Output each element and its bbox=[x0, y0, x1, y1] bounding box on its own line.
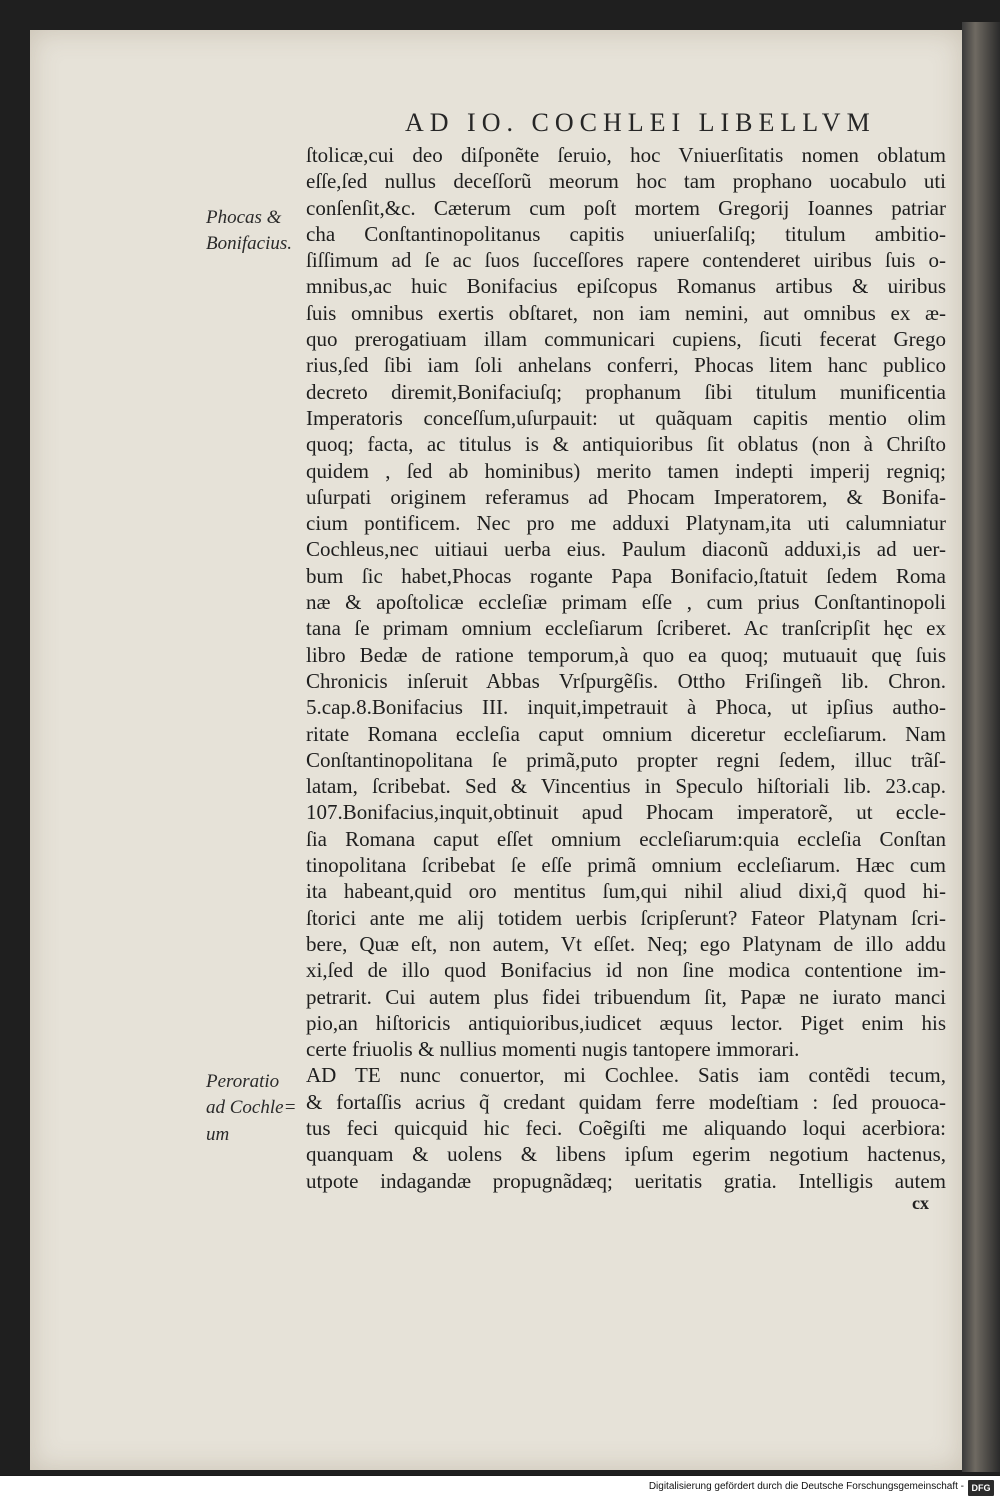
text-line: pio,an hiſtoricis antiquioribus,iudicet æquus lector. Piget enim his bbox=[306, 1010, 946, 1035]
text-line: cha Conſtantinopolitanus capitis uniuerſaliſq; titulum ambitio- bbox=[306, 221, 946, 246]
margin-note-peroratio bbox=[206, 1069, 306, 1148]
text-line: bum ſic habet,Phocas rogante Papa Bonifacio,ſtatuit ſedem Roma bbox=[306, 563, 946, 588]
text-line: ſuis omnibus exertis obſtaret, non iam nemini, aut omnibus ex æ- bbox=[306, 300, 946, 325]
text-line: AD TE nunc conuertor, mi Cochlee. Satis iam contẽdi tecum, bbox=[306, 1063, 946, 1088]
text-line: quo prerogatiuam illam communicari cupiens, ſicuti fecerat Grego bbox=[306, 327, 946, 352]
text-line: ita habeant,quid oro mentitus ſum,qui nihil aliud dixi,q̃ quod hi- bbox=[306, 879, 946, 904]
text-line: tinopolitana ſcribebat ſe eſſe primã omnium eccleſiarum. Hæc cum bbox=[306, 853, 946, 878]
text-line: bere, Quæ eſt, non autem, Vt eſſet. Neq; ego Platynam de illo addu bbox=[306, 931, 946, 956]
text-line: ſtorici ante me alij totidem uerbis ſcripſerunt? Fateor Platynam ſcri- bbox=[306, 905, 946, 930]
text-line: latam, ſcribebat. Sed & Vincentius in Speculo hiſtoriali lib. 23.cap. bbox=[306, 774, 946, 799]
text-line: 5.cap.8.Bonifacius III. inquit,impetrauit à Phoca, ut ipſius autho- bbox=[306, 695, 946, 720]
text-line: tus feci quicquid hic feci. Coẽgiſti me aliquando loqui acerbiora: bbox=[306, 1115, 946, 1140]
text-line: libro Bedæ de ratione temporum,à quo ea quoq; mutuauit quę ſuis bbox=[306, 642, 946, 667]
running-head: AD IO. COCHLEI LIBELLVM bbox=[405, 108, 876, 137]
text-line: xi,ſed de illo quod Bonifacius id non ſine modica contentione im- bbox=[306, 958, 946, 983]
text-line: ſia Romana caput eſſet omnium eccleſiarum:quia eccleſia Conſtan bbox=[306, 826, 946, 851]
text-line: 107.Bonifacius,inquit,obtinuit apud Phocam imperatorẽ, ut eccle- bbox=[306, 800, 946, 825]
margin-note-line: um bbox=[206, 1123, 230, 1145]
text-line: Conſtantinopolitana ſe primã,puto propter regni ſedem, illuc trãſ- bbox=[306, 747, 946, 772]
text-line: quidem , ſed ab hominibus) merito tamen indepti imperij regniq; bbox=[306, 458, 946, 483]
text-line: ritate Romana eccleſia caput omnium diceretur eccleſiarum. Nam bbox=[306, 721, 946, 746]
text-line: Chronicis inſeruit Abbas Vrſpurgẽſis. Ottho Friſingeñ lib. Chron. bbox=[306, 668, 946, 693]
margin-note-line: ad Cochle= bbox=[206, 1097, 297, 1119]
text-line: næ & apoſtolicæ eccleſiæ primam eſſe , cum prius Conſtantinopoli bbox=[306, 590, 946, 615]
text-line: certe friuolis & nullius momenti nugis tantopere immorari. bbox=[306, 1037, 800, 1062]
text-line: ſtolicæ,cui deo diſponẽte ſeruio, hoc Vniuerſitatis nomen oblatum bbox=[306, 143, 946, 167]
funding-credit: Digitalisierung gefördert durch die Deutsche Forschungsgemeinschaft - bbox=[648, 1481, 964, 1492]
text-line: rius,ſed ſibi iam ſoli anhelans conferri, Phocas litem hanc publico bbox=[306, 353, 946, 378]
facing-page-edge bbox=[962, 22, 1000, 1472]
body-text bbox=[306, 142, 946, 1194]
text-line: decreto diremit,Bonifaciuſq; prophanum ſibi titulum munificentia bbox=[306, 379, 946, 404]
text-line: & fortaſſis acrius q̃ credant quidam ferre modeſtiam : ſed prouoca- bbox=[306, 1089, 946, 1114]
margin-note-phocas bbox=[206, 205, 306, 258]
signature-mark: cx bbox=[912, 1193, 929, 1213]
text-line: uſurpati originem referamus ad Phocam Imperatorem, & Bonifa- bbox=[306, 484, 946, 509]
text-line: ſiſſimum ad ſe ac ſuos ſucceſſores rapere contenderet uiribus ſuis o- bbox=[306, 248, 946, 273]
dfg-logo-icon: DFG bbox=[968, 1480, 994, 1496]
text-line: Imperatoris conceſſum,uſurpauit: ut quãquam capitis mentio olim bbox=[306, 405, 946, 430]
text-line: cium pontificem. Nec pro me adduxi Platynam,ita uti calumniatur bbox=[306, 511, 946, 536]
text-line: eſſe,ſed nullus deceſſorũ meorum hoc tam prophano uocabulo uti bbox=[306, 169, 946, 194]
text-line: mnibus,ac huic Bonifacius epiſcopus Romanus artibus & uiribus bbox=[306, 274, 946, 299]
text-line: utpote indagandæ propugnãdæq; ueritatis gratia. Intelligis autem bbox=[306, 1168, 946, 1193]
text-line: quoq; facta, ac titulus is & antiquioribus ſit oblatus (non à Chriſto bbox=[306, 432, 946, 457]
text-line: conſenſit,&c. Cæterum cum poſt mortem Gregorij Ioannes patriar bbox=[306, 195, 946, 220]
margin-note-line: Peroratio bbox=[206, 1071, 280, 1092]
text-line: petrarit. Cui autem plus fidei tribuendum ſit, Papæ ne iurato manci bbox=[306, 984, 946, 1009]
footer-bar bbox=[0, 1476, 1000, 1502]
text-line: tana ſe primam omnium eccleſiarum ſcriberet. Ac tranſcripſit hęc ex bbox=[306, 616, 946, 641]
text-line: quanquam & uolens & libens ipſum egerim negotium hactenus, bbox=[306, 1142, 946, 1167]
text-line: Cochleus,nec uitiaui uerba eius. Paulum diaconũ adduxi,is ad uer- bbox=[306, 537, 946, 562]
margin-note-line: Phocas & bbox=[206, 207, 282, 228]
margin-note-line: Bonifacius. bbox=[206, 233, 293, 255]
